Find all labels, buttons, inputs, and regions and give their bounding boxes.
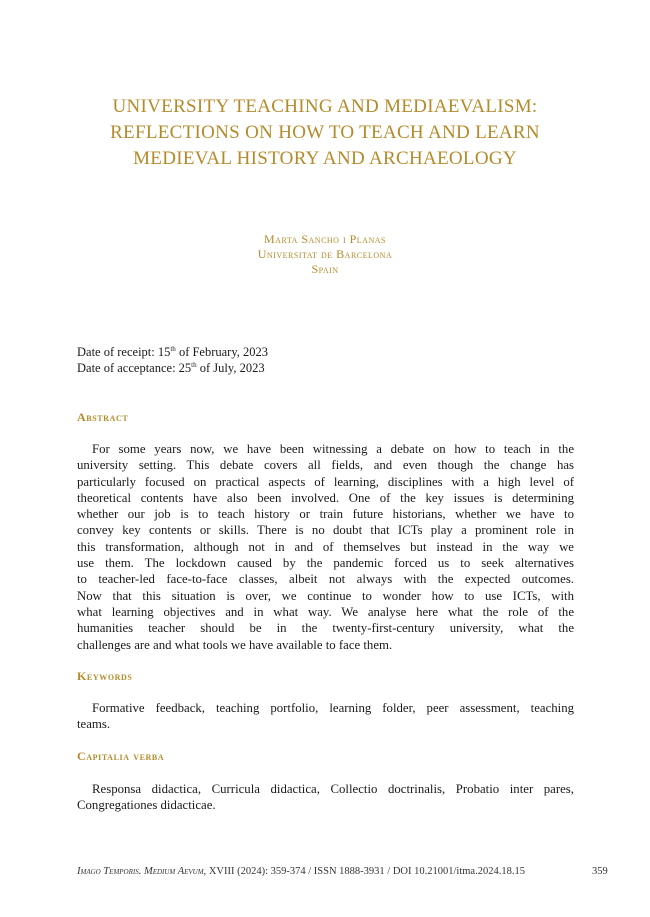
abstract-line: theoretical contents have also been involved. One of the key issues is determining (77, 490, 574, 505)
capitalia-line: Congregationes didacticae. (77, 798, 216, 813)
title-line: MEDIEVAL HISTORY AND ARCHAEOLOGY (133, 148, 517, 169)
author-country: Spain (311, 262, 339, 276)
abstract-line: to teacher-led face-to-face classes, albeit not always with the expected outcomes. (77, 572, 574, 587)
abstract-text (77, 441, 574, 653)
date-of-receipt: Date of receipt: 15th of February, 2023 (77, 345, 269, 359)
citation-details: XVIII (2024): 359-374 / ISSN 1888-3931 / DOI 10.21001/itma.2024.18.15 (206, 866, 525, 877)
page-number: 359 (592, 866, 608, 877)
abstract-line: university setting. This debate covers all fields, and even though the change has (77, 458, 574, 473)
capitalia-verba-heading: Capitalia verba (77, 749, 165, 763)
author-name: Marta Sancho i Planas (264, 232, 386, 246)
abstract-line: convey key contents or skills. There is no doubt that ICTs play a prominent role in (77, 523, 574, 538)
abstract-line: Now that this situation is over, we continue to wonder how to use ICTs, with (77, 588, 574, 603)
keywords-line: teams. (77, 717, 111, 732)
abstract-line: For some years now, we have been witnessing a debate on how to teach in the (92, 442, 574, 456)
journal-name: Imago Temporis. Medium Aevum, (77, 866, 207, 877)
abstract-line: what learning objectives and in what way. We analyse here what the role of the (77, 604, 574, 619)
author-block (0, 232, 650, 277)
author-affiliation: Universitat de Barcelona (257, 247, 393, 261)
abstract-line: particularly focused on practical aspects of learning, disciplines with a high level of (77, 474, 574, 489)
abstract-line: whether our job is to teach history or train future historians, whether we have to (77, 507, 574, 522)
keywords-heading: Keywords (77, 669, 133, 683)
dates-block (77, 344, 268, 376)
title-line: UNIVERSITY TEACHING AND MEDIAEVALISM: (112, 96, 538, 117)
footer-citation (77, 866, 525, 877)
abstract-line: humanities teacher should be in the twenty-first-century university, what the (77, 621, 574, 636)
abstract-line: this transformation, although not in and of themselves but instead in the way we (77, 539, 574, 554)
abstract-line: use them. The lockdown caused by the pandemic forced us to seek alternatives (77, 556, 574, 571)
abstract-line: challenges are and what tools we have available to face them. (77, 637, 393, 652)
abstract-heading: Abstract (77, 410, 129, 424)
capitalia-line: Responsa didactica, Curricula didactica, Collectio doctrinalis, Probatio inter pares, (92, 782, 574, 796)
keywords-text (77, 700, 574, 733)
keywords-line: Formative feedback, teaching portfolio, learning folder, peer assessment, teaching (92, 701, 574, 715)
title-line: REFLECTIONS ON HOW TO TEACH AND LEARN (110, 122, 540, 143)
article-title (60, 94, 590, 172)
capitalia-verba-text (77, 781, 574, 814)
date-of-acceptance: Date of acceptance: 25th of July, 2023 (77, 361, 265, 375)
